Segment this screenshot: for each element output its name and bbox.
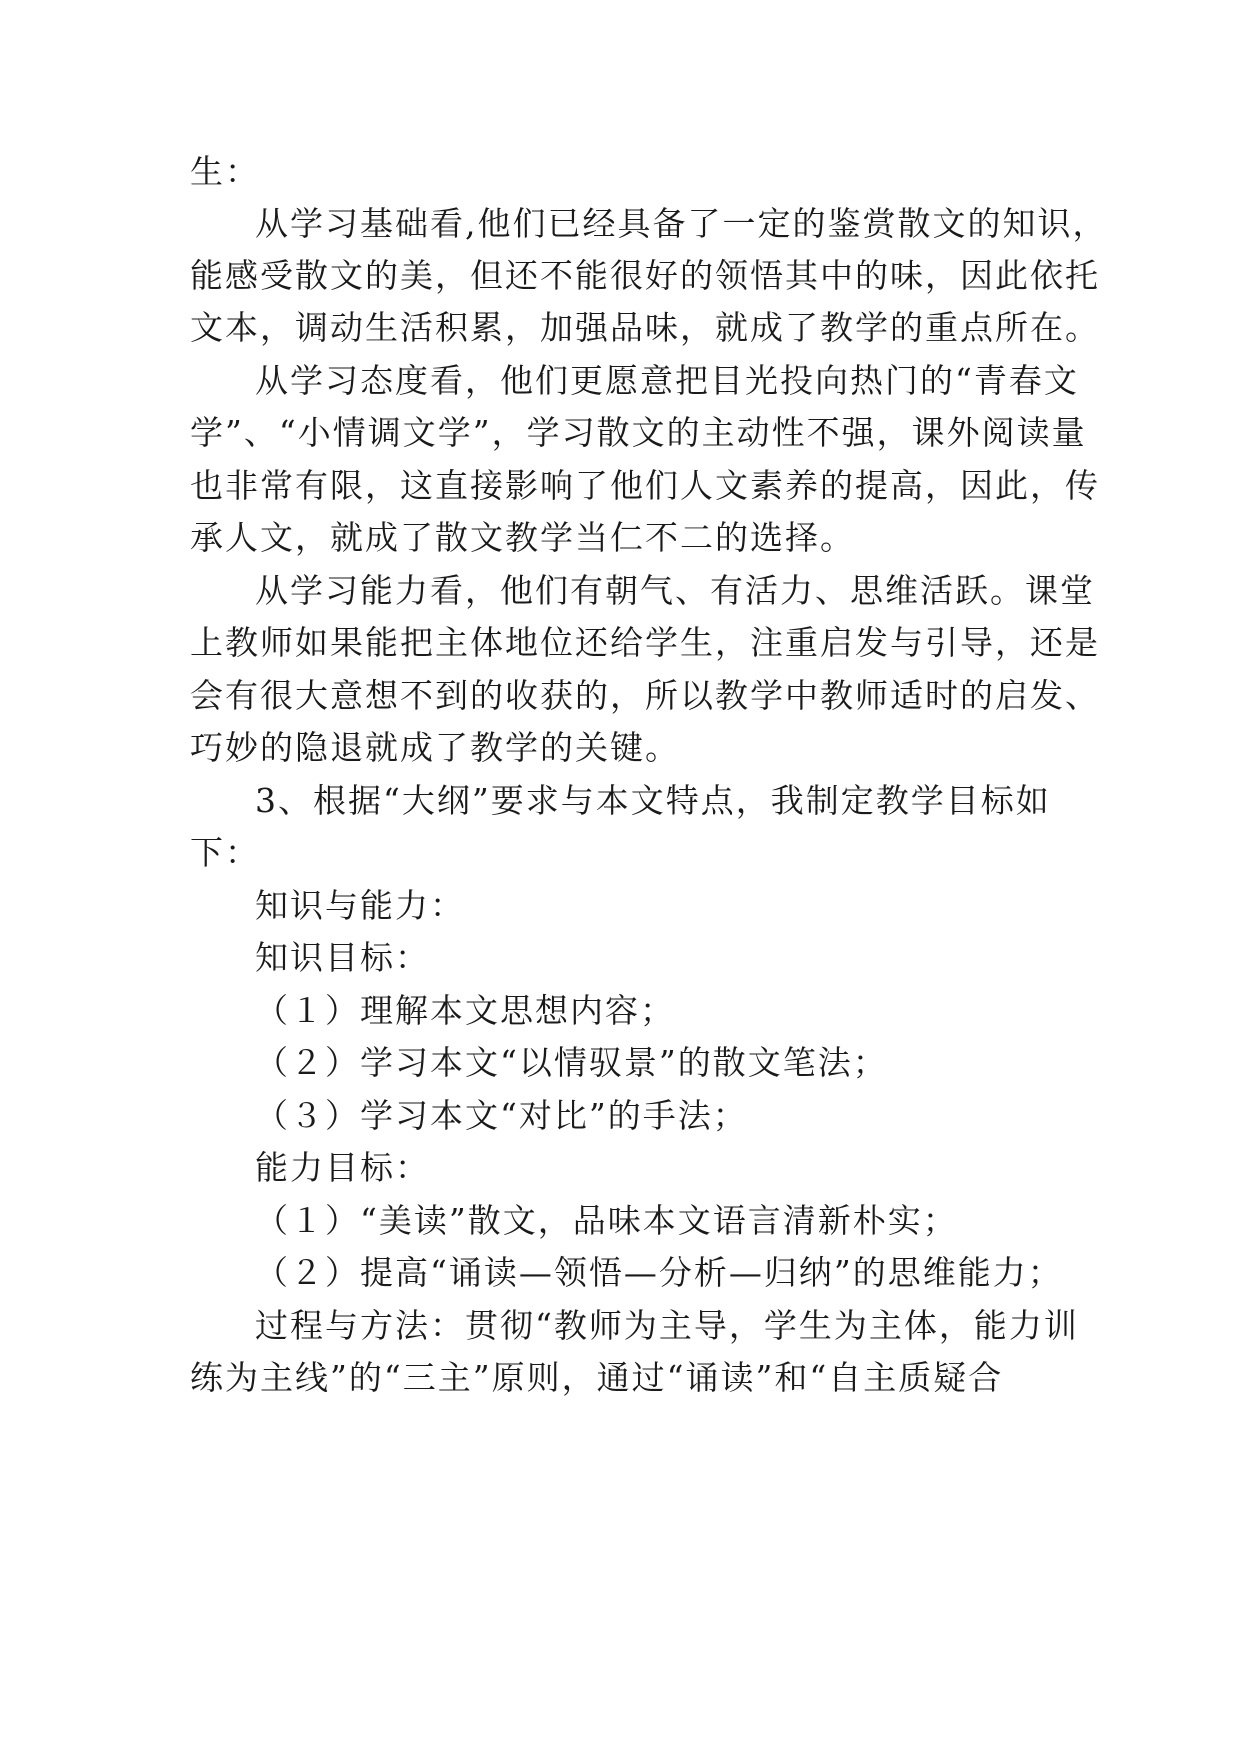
paragraph-line: 3、根据“大纲”要求与本文特点，我制定教学目标如 xyxy=(255,781,1051,820)
subsection-heading: 能力目标： xyxy=(255,1148,430,1187)
section-heading: 知识与能力： xyxy=(255,886,465,925)
list-item: （１）“美读”散文，品味本文语言清新朴实； xyxy=(255,1201,958,1240)
text-line: 能感受散文的美，但还不能很好的领悟其中的味，因此依托 xyxy=(190,256,1100,295)
text-line: 学”、“小情调文学”，学习散文的主动性不强，课外阅读量 xyxy=(190,413,1087,452)
text-line: 下： xyxy=(190,833,260,872)
paragraph-line: 从学习基础看,他们已经具备了一定的鉴赏散文的知识， xyxy=(255,204,1108,243)
paragraph-line: 从学习能力看，他们有朝气、有活力、思维活跃。课堂 xyxy=(255,571,1095,610)
text-line: 生： xyxy=(190,152,260,191)
text-line: 练为主线”的“三主”原则，通过“诵读”和“自主质疑合 xyxy=(190,1358,1004,1397)
paragraph-line: 从学习态度看，他们更愿意把目光投向热门的“青春文 xyxy=(255,361,1079,400)
text-line: 承人文，就成了散文教学当仁不二的选择。 xyxy=(190,518,855,557)
text-line: 会有很大意想不到的收获的，所以教学中教师适时的启发、 xyxy=(190,676,1100,715)
list-item: （２）学习本文“以情驭景”的散文笔法； xyxy=(255,1043,888,1082)
list-item: （１）理解本文思想内容； xyxy=(255,991,675,1030)
text-line: 也非常有限，这直接影响了他们人文素养的提高，因此，传 xyxy=(190,466,1100,505)
paragraph-line: 过程与方法：贯彻“教师为主导，学生为主体，能力训 xyxy=(255,1306,1079,1345)
list-item: （２）提高“诵读—领悟—分析—归纳”的思维能力； xyxy=(255,1253,1063,1292)
text-line: 上教师如果能把主体地位还给学生，注重启发与引导，还是 xyxy=(190,623,1100,662)
list-item: （３）学习本文“对比”的手法； xyxy=(255,1096,748,1135)
text-line: 文本，调动生活积累，加强品味，就成了教学的重点所在。 xyxy=(190,308,1100,347)
subsection-heading: 知识目标： xyxy=(255,938,430,977)
text-line: 巧妙的隐退就成了教学的关键。 xyxy=(190,728,680,767)
